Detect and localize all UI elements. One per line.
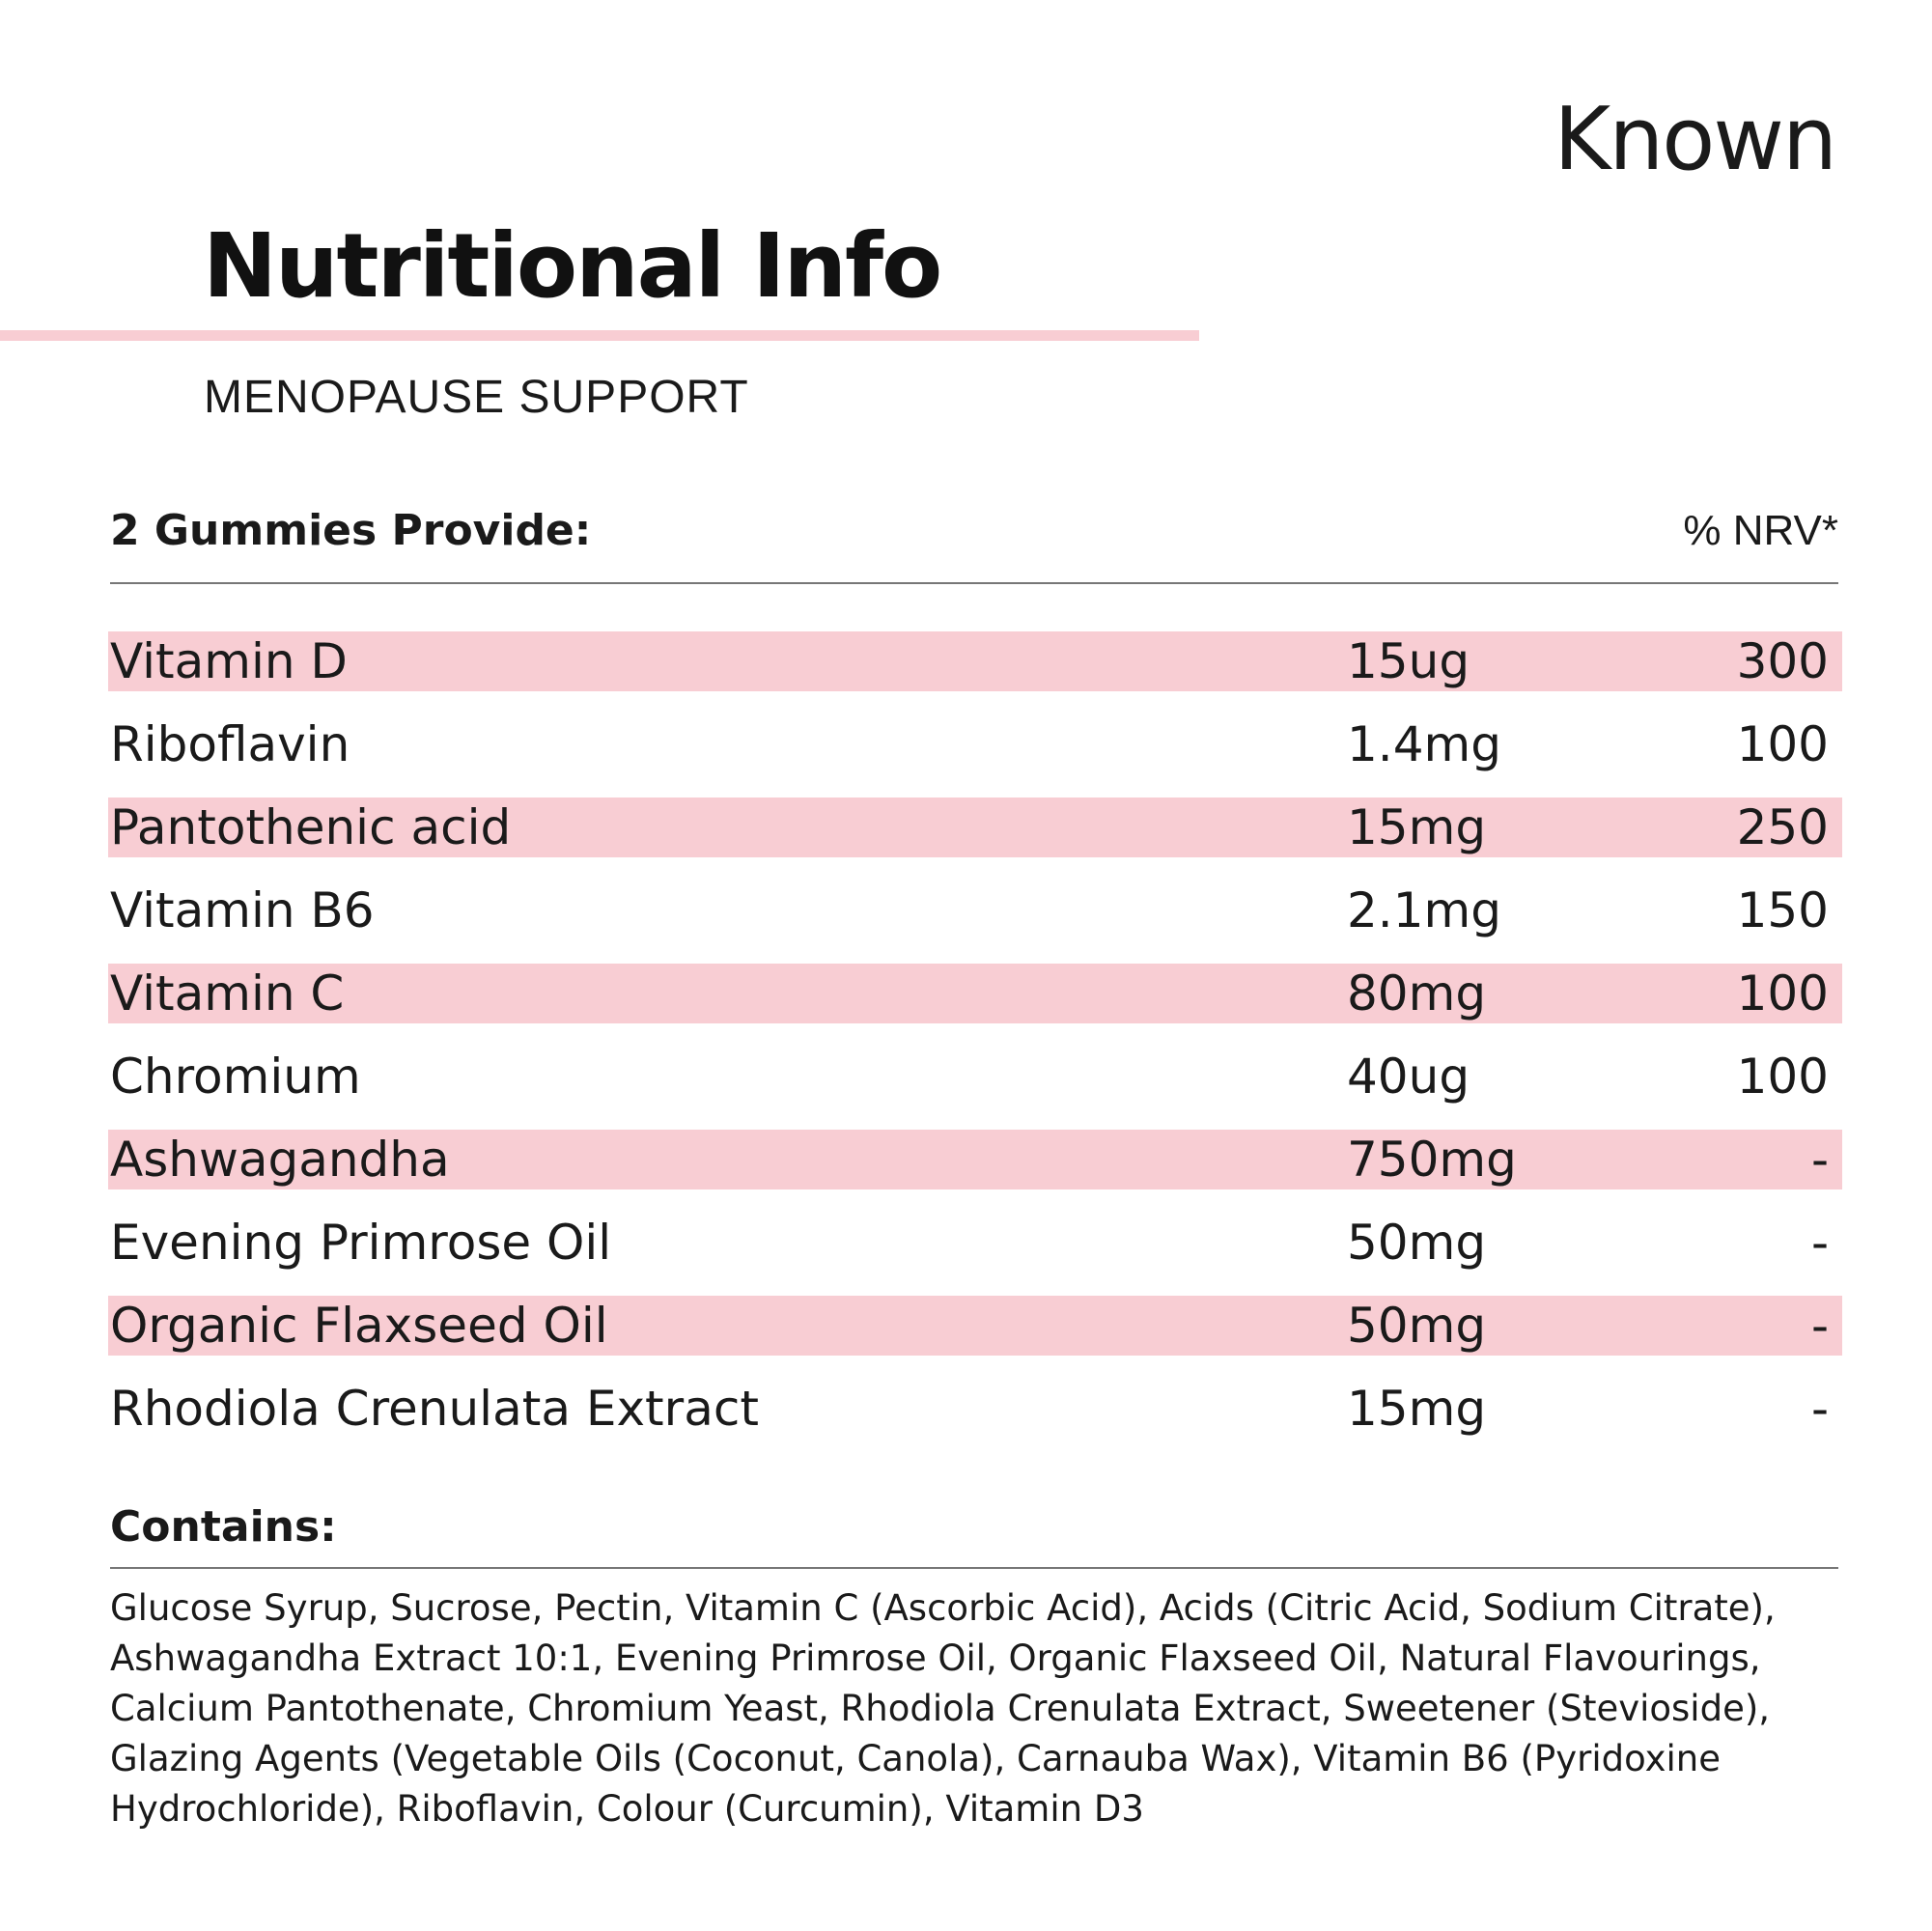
table-header xyxy=(110,506,1838,558)
nutrient-name: Riboflavin xyxy=(110,716,350,772)
nutrient-nrv: 250 xyxy=(1736,799,1829,855)
nutrient-name: Chromium xyxy=(110,1049,361,1105)
nutrient-name: Vitamin C xyxy=(110,966,345,1021)
nutrient-name: Pantothenic acid xyxy=(110,799,512,855)
nutrient-name: Ashwagandha xyxy=(110,1132,450,1188)
nrv-heading: % NRV* xyxy=(1683,507,1838,554)
brand-logo: Known xyxy=(1554,89,1835,190)
table-row xyxy=(108,798,1842,857)
nutrient-amount: 15mg xyxy=(1347,1381,1487,1437)
nutrient-name: Evening Primrose Oil xyxy=(110,1215,612,1271)
nutrient-amount: 80mg xyxy=(1347,966,1487,1021)
table-row xyxy=(108,1379,1842,1439)
nutrient-nrv: 100 xyxy=(1736,1049,1829,1105)
nutrient-amount: 1.4mg xyxy=(1347,716,1501,772)
nutrient-nrv: - xyxy=(1810,1132,1829,1188)
table-row xyxy=(108,1213,1842,1273)
nutrient-amount: 2.1mg xyxy=(1347,882,1501,938)
nutrient-nrv: - xyxy=(1810,1298,1829,1354)
serving-heading: 2 Gummies Provide: xyxy=(110,506,592,555)
title-underline xyxy=(0,330,1199,341)
nutrient-amount: 15mg xyxy=(1347,799,1487,855)
contains-divider xyxy=(110,1567,1838,1569)
table-row xyxy=(108,964,1842,1023)
nutrient-name: Rhodiola Crenulata Extract xyxy=(110,1381,759,1437)
table-row xyxy=(108,1047,1842,1106)
nutrient-nrv: 100 xyxy=(1736,966,1829,1021)
nutrient-name: Vitamin B6 xyxy=(110,882,375,938)
table-row xyxy=(108,714,1842,774)
table-row xyxy=(108,1130,1842,1189)
nutrient-amount: 40ug xyxy=(1347,1049,1470,1105)
contains-heading: Contains: xyxy=(110,1502,337,1552)
nutrient-nrv: 100 xyxy=(1736,716,1829,772)
nutrient-amount: 50mg xyxy=(1347,1215,1487,1271)
nutrient-amount: 750mg xyxy=(1347,1132,1517,1188)
nutrient-amount: 50mg xyxy=(1347,1298,1487,1354)
nutrient-nrv: - xyxy=(1810,1215,1829,1271)
nutrient-amount: 15ug xyxy=(1347,633,1470,689)
table-divider xyxy=(110,582,1838,584)
product-subtitle: MENOPAUSE SUPPORT xyxy=(204,372,749,423)
nutrient-table xyxy=(108,631,1842,1462)
table-row xyxy=(108,881,1842,940)
nutrient-nrv: 150 xyxy=(1736,882,1829,938)
page-title: Nutritional Info xyxy=(203,214,941,318)
nutrient-name: Organic Flaxseed Oil xyxy=(110,1298,608,1354)
table-row xyxy=(108,631,1842,691)
nutrient-nrv: - xyxy=(1810,1381,1829,1437)
nutrient-nrv: 300 xyxy=(1736,633,1829,689)
ingredients-list: Glucose Syrup, Sucrose, Pectin, Vitamin C (Ascorbic Acid), Acids (Citric Acid, Sodium Citrate), Ashwagandha Extract 10:1, Evening Primrose Oil, Organic Flaxseed Oil, Natural Flavourings, Calcium Pantothenate, Chromium Yeast, Rhodiola Crenulata Extract, Sweetener (Stevioside), Glazing Agents (Vegetable Oils (Coconut, Canola), Carnauba Wax), Vitamin B6 (Pyridoxine Hydrochloride), Riboflavin, Colour (Curcumin), Vitamin D3 xyxy=(110,1587,1776,1830)
table-row xyxy=(108,1296,1842,1356)
nutrient-name: Vitamin D xyxy=(110,633,348,689)
